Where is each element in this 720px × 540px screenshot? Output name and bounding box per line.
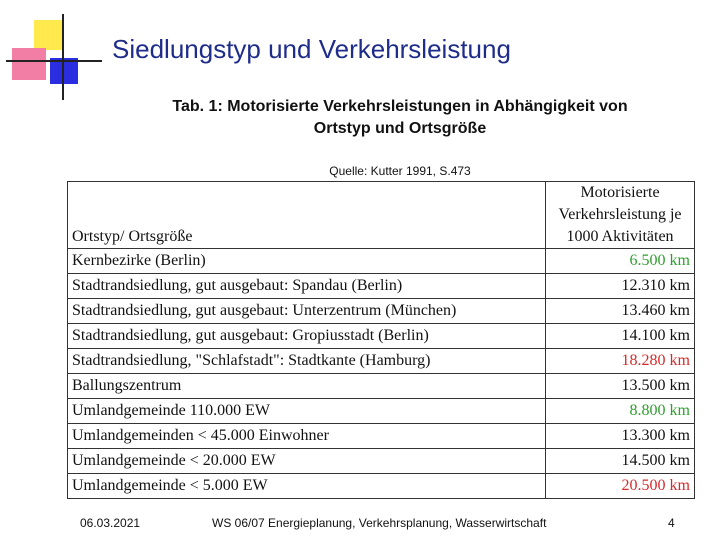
table-row (68, 374, 695, 399)
row-type: Umlandgemeinde 110.000 EW (68, 399, 546, 424)
row-type: Stadtrandsiedlung, gut ausgebaut: Gropiusstadt (Berlin) (68, 324, 546, 349)
table-row (68, 449, 695, 474)
row-value: 6.500 km (546, 249, 695, 274)
row-value: 13.500 km (546, 374, 695, 399)
row-value: 13.460 km (546, 299, 695, 324)
row-type: Stadtrandsiedlung, gut ausgebaut: Spandau (Berlin) (68, 274, 546, 299)
table-header-row (68, 182, 695, 249)
row-type: Umlandgemeinde < 20.000 EW (68, 449, 546, 474)
row-value: 13.300 km (546, 424, 695, 449)
row-type: Stadtrandsiedlung, gut ausgebaut: Unterzentrum (München) (68, 299, 546, 324)
header-value-line3: 1000 Aktivitäten (566, 228, 674, 245)
footer-page-number: 4 (668, 516, 675, 530)
source-note: Quelle: Kutter 1991, S.473 (329, 164, 471, 178)
row-value: 18.280 km (546, 349, 695, 374)
data-table (67, 181, 695, 499)
table-caption (110, 96, 690, 140)
table-row (68, 249, 695, 274)
row-value: 14.100 km (546, 324, 695, 349)
decor-square-yellow (34, 20, 64, 50)
slide-title: Siedlungstyp und Verkehrsleistung (112, 34, 511, 64)
table-row (68, 324, 695, 349)
row-value: 14.500 km (546, 449, 695, 474)
row-type: Ballungszentrum (68, 374, 546, 399)
header-value (546, 182, 695, 249)
footer-course: WS 06/07 Energieplanung, Verkehrsplanung, Wasserwirtschaft (212, 516, 547, 530)
table-row (68, 424, 695, 449)
decor-line-horizontal (6, 60, 102, 62)
header-type: Ortstyp/ Ortsgröße (68, 182, 546, 249)
row-type: Umlandgemeinden < 45.000 Einwohner (68, 424, 546, 449)
table-row (68, 399, 695, 424)
table-caption-line2: Ortstyp und Ortsgröße (313, 120, 487, 137)
table-row (68, 349, 695, 374)
header-value-line2: Verkehrsleistung je (558, 206, 682, 223)
row-type: Stadtrandsiedlung, "Schlafstadt": Stadtkante (Hamburg) (68, 349, 546, 374)
row-type: Umlandgemeinde < 5.000 EW (68, 474, 546, 499)
decor-line-vertical (62, 14, 64, 100)
decor-square-pink (12, 48, 46, 80)
row-type: Kernbezirke (Berlin) (68, 249, 546, 274)
table-row (68, 299, 695, 324)
table-row (68, 274, 695, 299)
row-value: 20.500 km (546, 474, 695, 499)
table-body (68, 249, 695, 499)
row-value: 8.800 km (546, 399, 695, 424)
header-value-line1: Motorisierte (580, 184, 660, 201)
footer-date: 06.03.2021 (80, 516, 141, 530)
row-value: 12.310 km (546, 274, 695, 299)
table-caption-line1: Tab. 1: Motorisierte Verkehrsleistungen in Abhängigkeit von (172, 98, 628, 115)
table-row (68, 474, 695, 499)
